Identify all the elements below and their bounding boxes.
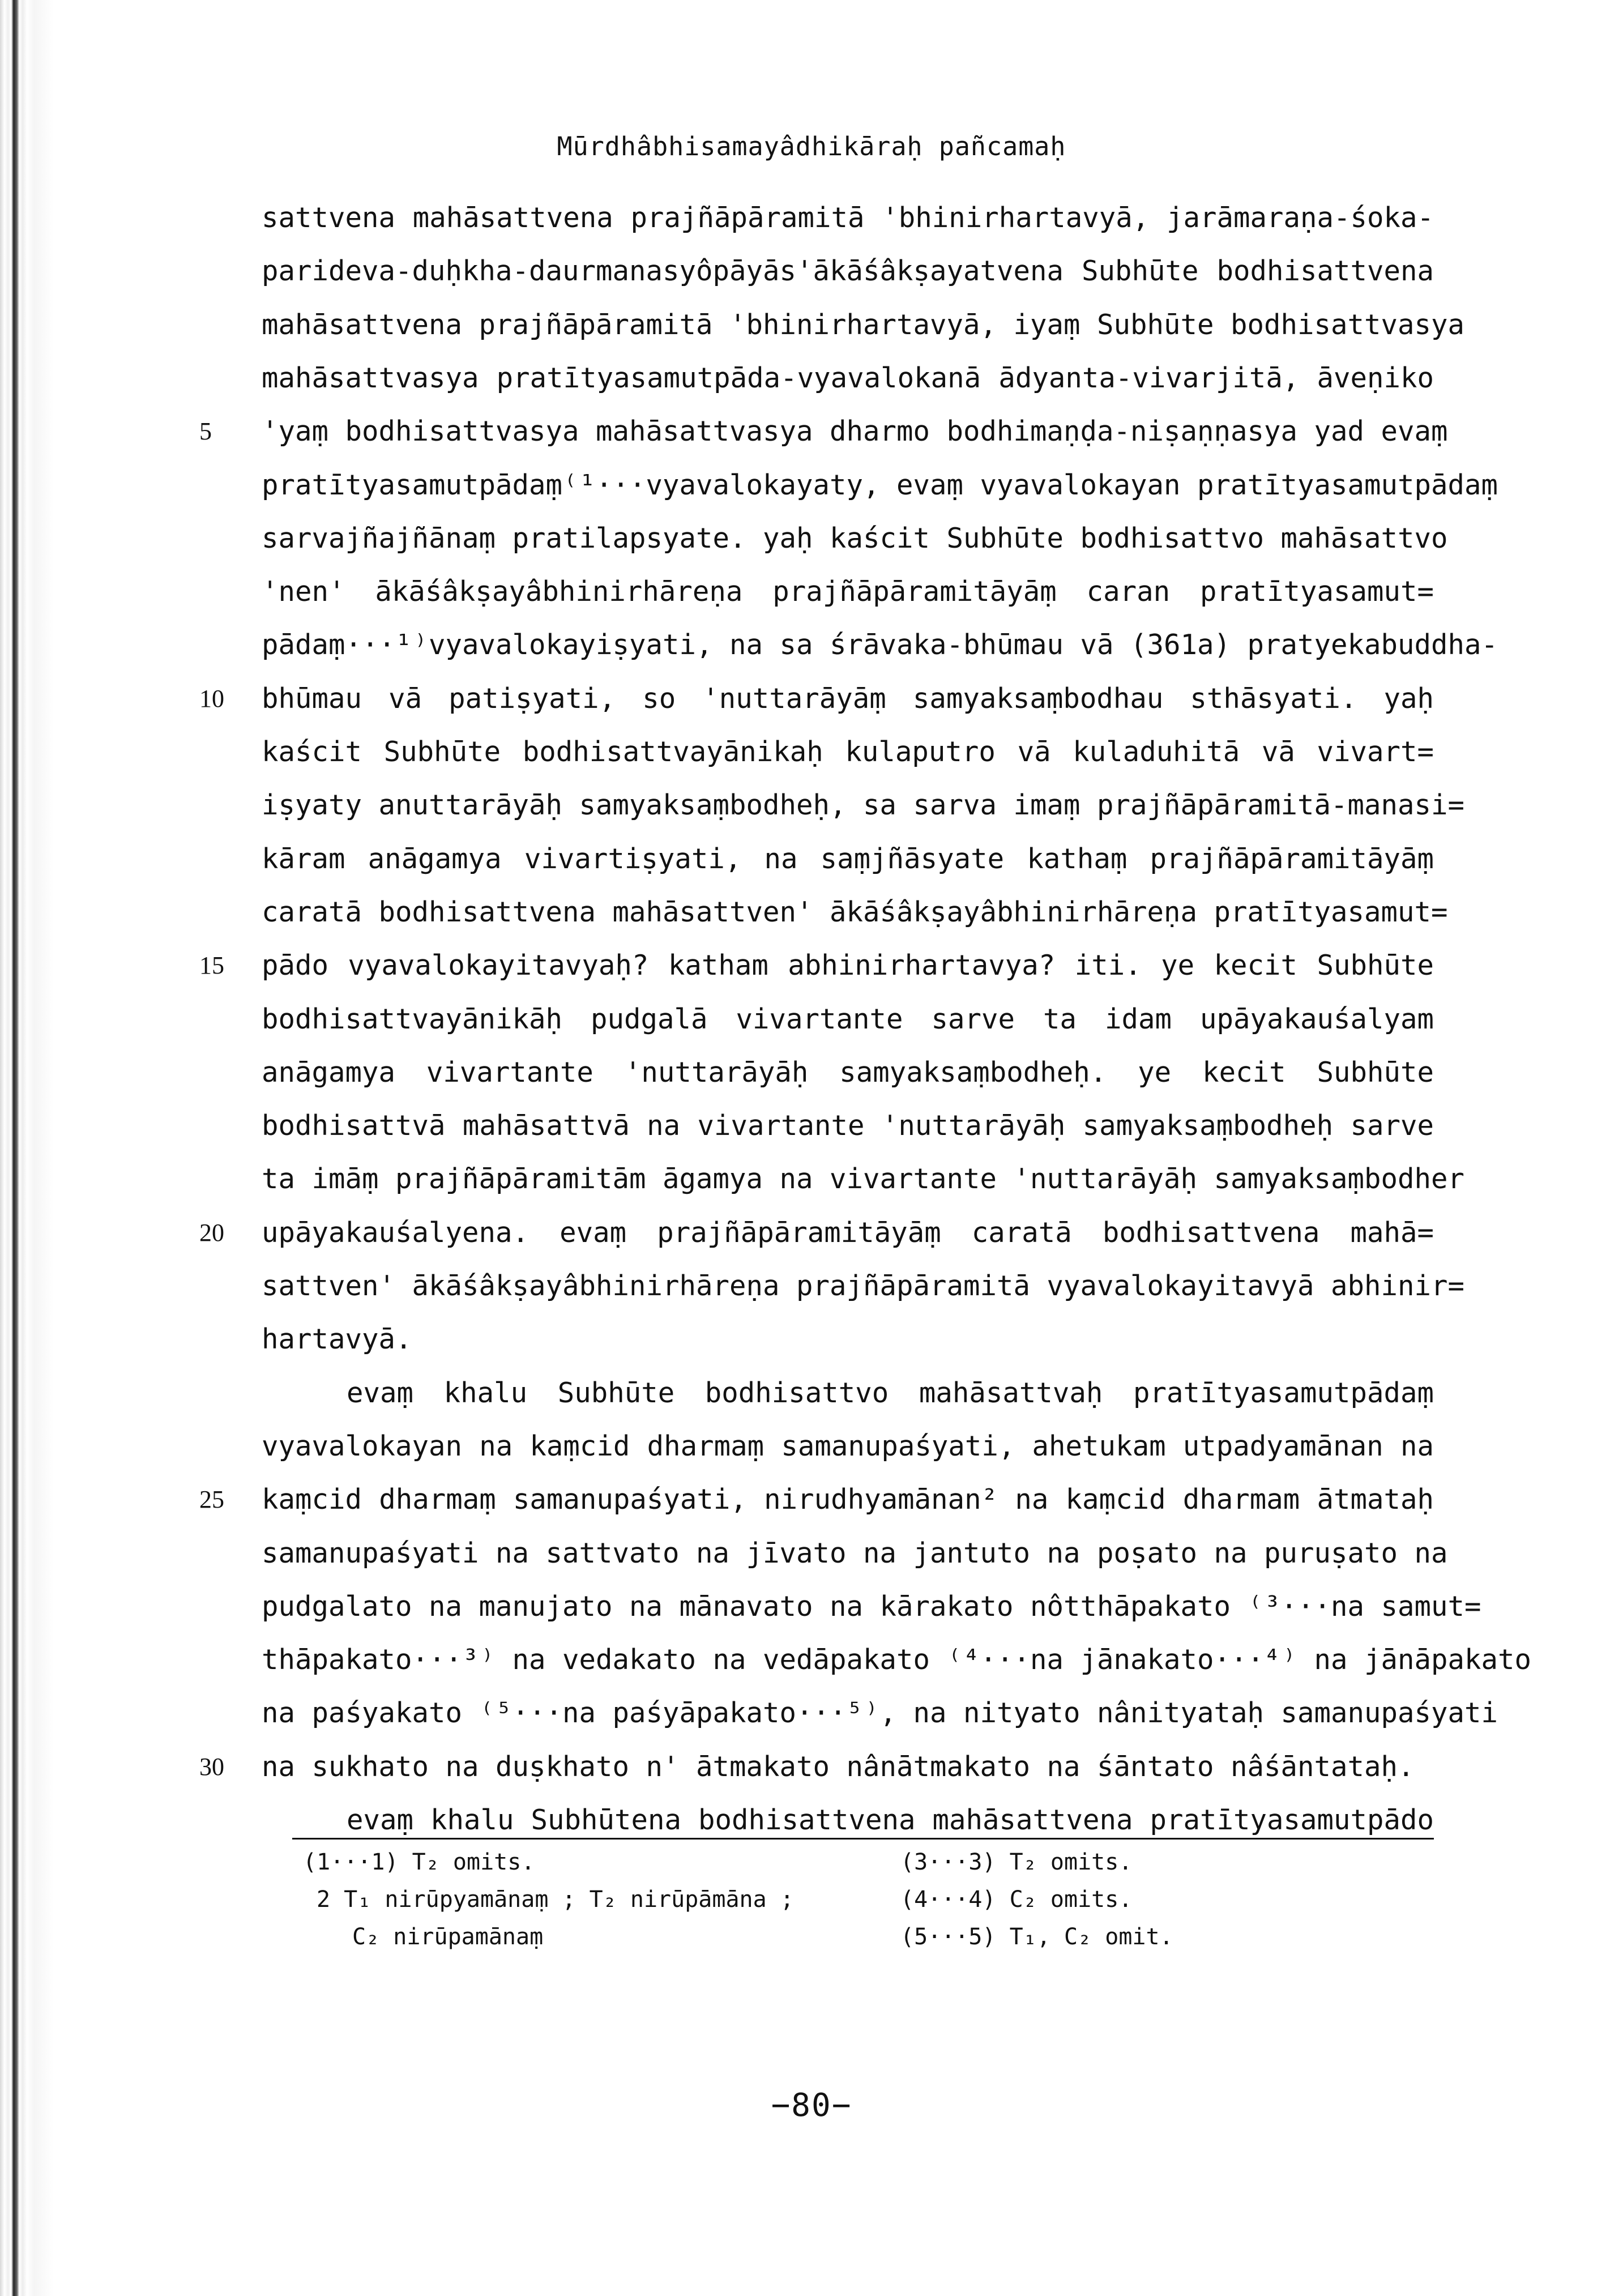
body-line: kaścit Subhūte bodhisattvayānikaḥ kulaputro vā kuladuhitā vā vivart= — [262, 736, 1434, 768]
body-line: parideva-duḥkha-daurmanasyôpāyās'ākāśâkṣayatvena Subhūte bodhisattvena — [262, 255, 1434, 287]
footnote-2-continued: C₂ nirūpamānaṃ — [352, 1924, 544, 1950]
body-line: bhūmau vā patiṣyati, so 'nuttarāyāṃ samyaksaṃbodhau sthāsyati. yaḥ — [262, 682, 1434, 715]
body-line: caratā bodhisattvena mahāsattven' ākāśâkṣayâbhinirhāreṇa pratītyasamut= — [262, 896, 1448, 928]
body-line: samanupaśyati na sattvato na jīvato na jantuto na poṣato na puruṣato na — [262, 1537, 1448, 1569]
body-line: pādo vyavalokayitavyaḥ? katham abhinirhartavya? iti. ye kecit Subhūte — [262, 949, 1434, 981]
page-number: −80− — [771, 2087, 852, 2124]
footnote-3: (3···3) T₂ omits. — [900, 1849, 1133, 1875]
line-number: 25 — [199, 1486, 224, 1513]
line-number: 20 — [199, 1219, 224, 1247]
body-line: mahāsattvena prajñāpāramitā 'bhinirhartavyā, iyaṃ Subhūte bodhisattvasya — [262, 309, 1465, 341]
body-line: ta imāṃ prajñāpāramitām āgamya na vivartante 'nuttarāyāḥ samyaksaṃbodher — [262, 1163, 1465, 1195]
footnote-1: (1···1) T₂ omits. — [303, 1849, 535, 1875]
body-line: bodhisattvayānikāḥ pudgalā vivartante sarve ta idam upāyakauśalyam — [262, 1003, 1434, 1035]
body-line: vyavalokayan na kaṃcid dharmaṃ samanupaśyati, ahetukam utpadyamānan na — [262, 1430, 1434, 1462]
body-line: evaṃ khalu Subhūte bodhisattvo mahāsattvaḥ pratītyasamutpādaṃ — [347, 1377, 1434, 1409]
body-line: sattvena mahāsattvena prajñāpāramitā 'bhinirhartavyā, jarāmaraṇa-śoka- — [262, 202, 1434, 234]
scan-binding-edge — [0, 0, 54, 2296]
line-number: 10 — [199, 685, 224, 712]
body-line: kaṃcid dharmaṃ samanupaśyati, nirudhyamānan² na kaṃcid dharmam ātmataḥ — [262, 1483, 1434, 1516]
body-line: bodhisattvā mahāsattvā na vivartante 'nuttarāyāḥ samyaksaṃbodheḥ sarve — [262, 1109, 1434, 1142]
body-line: na paśyakato ⁽⁵···na paśyāpakato···⁵⁾, na nityato nânityataḥ samanupaśyati — [262, 1697, 1498, 1729]
footnote-rule — [292, 1838, 1434, 1840]
body-line: anāgamya vivartante 'nuttarāyāḥ samyaksaṃbodheḥ. ye kecit Subhūte — [262, 1056, 1434, 1089]
body-line: hartavyā. — [262, 1323, 412, 1355]
footnote-2: 2 T₁ nirūpyamānaṃ ; T₂ nirūpāmāna ; — [317, 1887, 794, 1913]
body-line: evaṃ khalu Subhūtena bodhisattvena mahāsattvena pratītyasamutpādo — [347, 1804, 1434, 1836]
body-line: kāram anāgamya vivartiṣyati, na saṃjñāsyate kathaṃ prajñāpāramitāyāṃ — [262, 843, 1434, 875]
body-line: thāpakato···³⁾ na vedakato na vedāpakato ⁽⁴···na jānakato···⁴⁾ na jānāpakato — [262, 1644, 1532, 1676]
body-line: pratītyasamutpādaṃ⁽¹···vyavalokayaty, evaṃ vyavalokayan pratītyasamutpādaṃ — [262, 469, 1498, 501]
footnote-4: (4···4) C₂ omits. — [900, 1887, 1133, 1913]
line-number: 30 — [199, 1753, 224, 1781]
running-head: Mūrdhâbhisamayâdhikāraḥ pañcamaḥ — [557, 131, 1066, 161]
body-line: pudgalato na manujato na mānavato na kārakato nôtthāpakato ⁽³···na samut= — [262, 1590, 1481, 1623]
body-line: sarvajñajñānaṃ pratilapsyate. yaḥ kaścit Subhūte bodhisattvo mahāsattvo — [262, 522, 1448, 554]
body-line: na sukhato na duṣkhato n' ātmakato nânātmakato na śāntato nâśāntataḥ. — [262, 1751, 1415, 1783]
footnote-5: (5···5) T₁, C₂ omit. — [900, 1924, 1173, 1950]
body-line: sattven' ākāśâkṣayâbhinirhāreṇa prajñāpāramitā vyavalokayitavyā abhinir= — [262, 1270, 1465, 1302]
body-line: mahāsattvasya pratītyasamutpāda-vyavalokanā ādyanta-vivarjitā, āveṇiko — [262, 362, 1434, 394]
body-line: 'nen' ākāśâkṣayâbhinirhāreṇa prajñāpāramitāyāṃ caran pratītyasamut= — [262, 575, 1434, 608]
body-line: 'yaṃ bodhisattvasya mahāsattvasya dharmo bodhimaṇḍa-niṣaṇṇasya yad evaṃ — [262, 415, 1448, 447]
body-line: pādaṃ···¹⁾vyavalokayiṣyati, na sa śrāvaka-bhūmau vā (361a) pratyekabuddha- — [262, 629, 1498, 661]
line-number: 5 — [199, 417, 212, 445]
body-line: iṣyaty anuttarāyāḥ samyaksaṃbodheḥ, sa sarva imaṃ prajñāpāramitā-manasi= — [262, 789, 1465, 821]
body-line: upāyakauśalyena. evaṃ prajñāpāramitāyāṃ caratā bodhisattvena mahā= — [262, 1217, 1434, 1249]
line-number: 15 — [199, 951, 224, 979]
